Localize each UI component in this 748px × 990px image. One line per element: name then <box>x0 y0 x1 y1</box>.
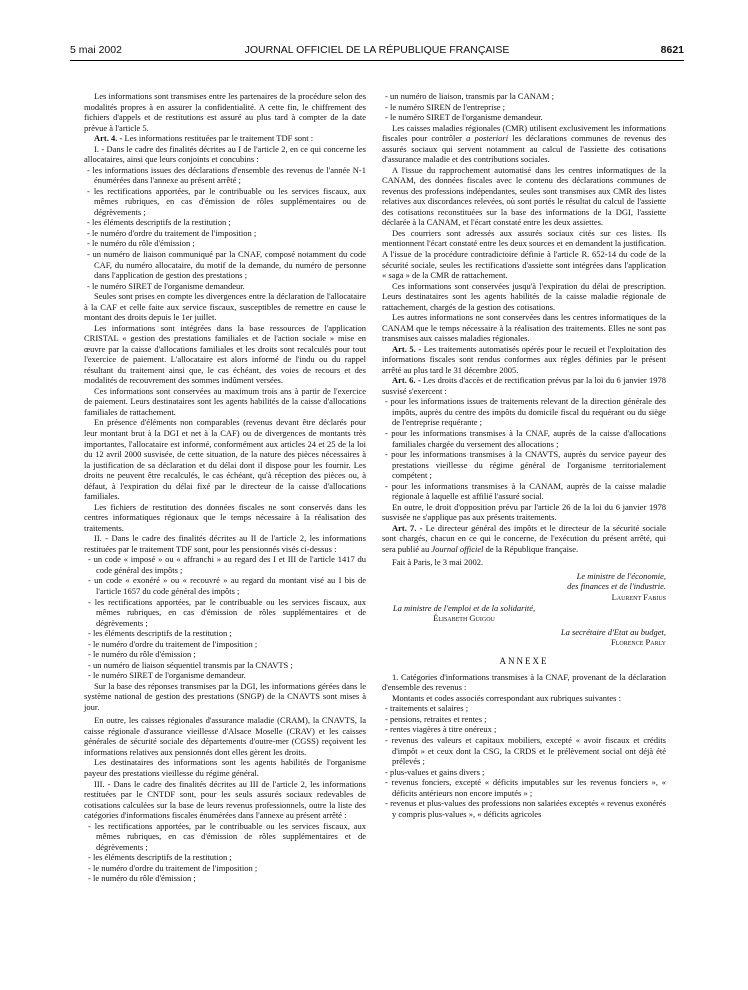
paragraph: Ces informations sont conservées au maximum trois ans à partir de l'exercice de paiement. Leurs destinataires sont les agents habilités de la caisse d'allocations familiales de rattachement. <box>84 385 366 417</box>
paragraph: Les caisses maladies régionales (CMR) utilisent exclusivement les informations fiscales pour contrôler a posteriori les déclarations communes de revenus des assurés sociaux qui servent notamment au calcul de l'assiette des cotisations d'assurance maladie et des contributions sociales. <box>382 122 667 165</box>
header-page-number: 8621 <box>660 44 684 56</box>
list-item: - un numéro de liaison séquentiel transmis par la CNAVTS ; <box>88 659 293 670</box>
header-date: 5 mai 2002 <box>70 44 122 56</box>
paragraph: Les informations sont transmises entre les partenaires de la procédure selon des modalités propres à en assurer la confidentialité. A cette fin, le chiffrement des fichiers d'appels et de restitutions est assuré au plus tard à compter de la date prévue à l'article 5. <box>84 91 366 133</box>
list-item: - pour les informations transmises à la CANAM, auprès de la caisse maladie régionale à laquelle est affilié l'assuré social. <box>385 480 666 502</box>
list-item: - le numéro d'ordre du traitement de l'imposition ; <box>88 862 258 873</box>
article-label: Art. 6. - <box>392 375 421 386</box>
list-item: - un code « exonéré » ou « recouvré » au regard du montant visé au I bis de l'article 1657 du code général des impôts ; <box>88 575 366 596</box>
left-column <box>84 91 366 884</box>
paragraph: Seules sont prises en compte les divergences entre la déclaration de l'allocataire à la CAF et celle faite aux service fiscaux, susceptibles de remettre en cause le montant des droits depuis le 1er juillet. <box>84 291 366 323</box>
list-item: - le numéro d'ordre du traitement de l'imposition ; <box>87 227 257 238</box>
paragraph: Les fichiers de restitution des données fiscales ne sont conservés dans les centres informatiques régionaux que le temps nécessaire à la réalisation des traitements. <box>84 501 366 533</box>
list-item: - le numéro SIRET de l'organisme demandeur. <box>88 670 246 681</box>
paragraph: Des courriers sont adressés aux assurés sociaux cités sur ces listes. Ils mentionnent l'écart constaté entre les deux sources et en demandent la justification. A l'issue de la procédure contradictoire définie à l'article R. 652-14 du code de la sécurité sociale, seules les rectifications d'assiette sont intégrées dans l'application « saga » de la CMR de rattachement. <box>382 227 666 281</box>
page-header <box>70 44 684 60</box>
list-item: - le numéro du rôle d'émission ; <box>87 238 195 249</box>
list-item: - le numéro SIRET de l'organisme demandeur. <box>385 112 543 123</box>
signatory-name: Élisabeth Guigou <box>433 613 495 624</box>
list-item: - le numéro d'ordre du traitement de l'imposition ; <box>88 638 258 649</box>
article-4: Art. 4. - Les informations restituées par le traitement TDF sont : <box>94 133 314 144</box>
list-item: - les rectifications apportées, par le contribuable ou les services fiscaux, aux mêmes rubriques, en cas d'émission de rôles supplémentaires ou de dégrèvements ; <box>87 185 366 217</box>
paragraph: Ces informations sont conservées jusqu'à l'expiration du délai de prescription. Leurs destinataires sont les agents habilités de la caisse maladie régionale de rattachement, chargés de la gestion des cotisations. <box>382 280 666 312</box>
paragraph: En outre, le droit d'opposition prévu par l'article 26 de la loi du 6 janvier 1978 susvisée ne s'applique pas aux présents traitements. <box>382 501 666 523</box>
list-item: - le numéro du rôle d'émission ; <box>88 873 196 884</box>
section-ii-intro: II. - Dans le cadre des finalités décrites au II de l'article 2, les informations restituées par le traitement TDF sont, pour les pensionnés visés ci-dessus : <box>84 533 366 554</box>
paragraph: A l'issue du rapprochement automatisé dans les centres informatiques de la CANAM, des données fiscales avec le contenu des déclarations communes de revenus des professions indépendantes, seules sont transmises aux CMR des listes relatives aux discordances relevées, où sont portés le résultat du calcul de l'assiette des cotisations reconstituées sur la base des informations de la DGI, l'assiette déclarée à la CANAM, et l'écart constaté entre les deux assiettes. <box>382 164 666 228</box>
list-item: - un numéro de liaison communiqué par la CNAF, composé notamment du code CAF, du numéro allocataire, du motif de la demande, du numéro de personne dans l'application de gestion des prestations ; <box>87 248 366 281</box>
place-date: Fait à Paris, le 3 mai 2002. <box>392 557 484 568</box>
section-i-intro: I. - Dans le cadre des finalités décrites au I de l'article 2, en ce qui concerne les allocataires, ainsi que leurs conjoints et concubins : <box>84 143 366 165</box>
signatory-title: La ministre de l'emploi et de la solidarité, <box>392 602 536 613</box>
signatory-title: des finances et de l'industrie. <box>567 581 666 592</box>
signatory-name: Laurent Fabius <box>611 591 666 602</box>
signatory-title: Le ministre de l'économie, <box>576 570 666 581</box>
article-label: Art. 7. - <box>392 522 423 533</box>
paragraph: Montants et codes associés correspondant aux rubriques suivantes : <box>392 692 621 703</box>
paragraph: En outre, les caisses régionales d'assurance maladie (CRAM), la CNAVTS, la caisse régionale d'assurance vieillesse d'Alsace Moselle (CRAV) et les caisses générales de sécurité sociale des départements d'outre-mer (CGSS) reçoivent les informations relatives aux pensionnés dont elles gèrent les droits. <box>84 715 366 757</box>
list-item: - le numéro SIREN de l'entreprise ; <box>385 101 506 112</box>
list-item: - rentes viagères à titre onéreux ; <box>385 724 497 735</box>
article-5: Art. 5. - Les traitements automatisés opérés pour le recueil et l'exploitation des informations fiscales sont rendus conformes aux règles définies par le présent arrêté au plus tard le 31 décembre 2005. <box>382 343 666 375</box>
list-item: - traitements et salaires ; <box>385 703 469 714</box>
paragraph: Les destinataires des informations sont les agents habilités de l'organisme payeur des prestations vieillesse du régime général. <box>84 757 366 778</box>
signatory-title: La secrétaire d'Etat au budget, <box>560 626 666 637</box>
paragraph: 1. Catégories d'informations transmises à la CNAF, provenant de la déclaration d'ensemble des revenus : <box>382 671 666 693</box>
article-label: Art. 4. - <box>94 133 123 144</box>
right-column <box>382 91 666 819</box>
header-rule <box>70 60 684 61</box>
article-label: Art. 5. - <box>392 343 422 354</box>
list-item: - les rectifications apportées, par le contribuable ou les services fiscaux, aux mêmes rubriques, en cas d'émission de rôles supplémentaires et de dégrèvements ; <box>88 596 366 628</box>
article-6: Art. 6. - Les droits d'accès et de rectification prévus par la loi du 6 janvier 1978 susvisé s'exercent : <box>382 375 666 396</box>
list-item: - pensions, retraites et rentes ; <box>385 713 487 724</box>
list-item: - revenus fonciers, excepté « déficits imputables sur les revenus fonciers », « déficits antérieurs non encore imputés » ; <box>385 777 666 798</box>
list-item: - pour les informations issues de traitements relevant de la direction générale des impôts, auprès du centre des impôts du domicile fiscal du requérant ou du siège de l'entreprise requérante ; <box>385 396 666 428</box>
list-item: - les rectifications apportées, par le contribuable ou les services fiscaux, aux mêmes rubriques, en cas d'émission de rôles supplémentaires et de dégrèvements ; <box>88 820 366 852</box>
paragraph: Sur la base des réponses transmises par la DGI, les informations gérées dans le système national de gestion des prestations (SNGP) de la CNAVTS sont mises à jour. <box>84 680 366 712</box>
list-item: - un code « imposé » ou « affranchi » au regard des I et III de l'article 1417 du code général des impôts ; <box>88 554 366 575</box>
annexe-heading: ANNEXE <box>499 655 549 666</box>
list-item: - pour les informations transmises à la CNAF, auprès de la caisse d'allocations familiales chargée du versement des allocations ; <box>385 428 666 449</box>
list-item: - les éléments descriptifs de la restitution ; <box>87 217 231 228</box>
list-item: - un numéro de liaison, transmis par la CANAM ; <box>385 91 555 101</box>
article-7: Art. 7. - Le directeur général des impôts et le directeur de la sécurité sociale sont chargés, chacun en ce qui le concerne, de l'exécution du présent arrêté, qui sera publié au Journal officiel de la République française. <box>382 522 666 554</box>
list-item: - pour les informations transmises à la CNAVTS, auprès du service payeur des prestations vieillesse du régime général de l'organisme territorialement compétent ; <box>385 449 666 481</box>
list-item: - plus-values et gains divers ; <box>385 766 485 777</box>
section-iii-intro: III. - Dans le cadre des finalités décrites au III de l'article 2, les informations restituées par le CNTDF sont, pour les seuls assurés sociaux redevables de cotisations calculées sur la base de leurs revenus professionnels, outre la liste des catégories d'informations fiscales énumérées dans l'annexe au présent arrêté : <box>84 778 366 821</box>
list-item: - les informations issues des déclarations d'ensemble des revenus de l'année N-1 énumérées dans l'annexe au présent arrêté ; <box>87 164 366 186</box>
header-journal-title: JOURNAL OFFICIEL DE LA RÉPUBLIQUE FRANÇAISE <box>244 44 510 56</box>
list-item: - le numéro SIRET de l'organisme demandeur. <box>87 280 245 291</box>
list-item: - le numéro du rôle d'émission ; <box>88 649 196 660</box>
paragraph: En présence d'éléments non comparables (revenus devant être déclarés pour leur montant brut à la DGI et net à la CAF) ou de divergences de montants très importantes, l'allocataire est informé, conformément aux articles 24 et 25 de la loi du 12 avril 2000 susvisée, de cette situation, de la nature des pièces nécessaires à la justification de sa déclaration et du délai dont il dispose pour les fournir. Les droits ne peuvent être recalculés, le cas échéant, qu'à réception des pièces ou, à défaut, à l'expiration du délai fixé par le directeur de la caisse d'allocations familiales. <box>84 417 366 502</box>
list-item: - revenus des valeurs et capitaux mobiliers, excepté « avoir fiscaux et crédits d'impôt » et ceux dont la CSG, la CRDS et le prélèvement social ont déjà été prélevés ; <box>385 734 666 767</box>
list-item: - les éléments descriptifs de la restitution ; <box>88 628 232 639</box>
paragraph: Les autres informations ne sont conservées dans les centres informatiques de la CANAM que le temps nécessaire à la réalisation des traitements. Elles ne sont pas transmises aux caisses maladies régionales. <box>382 312 666 344</box>
list-item: - les éléments descriptifs de la restitution ; <box>88 852 232 863</box>
paragraph: Les informations sont intégrées dans la base ressources de l'application CRISTAL « gestion des prestations familiales et de l'action sociale » mise en œuvre par la caisse d'allocations familiales et les droits sont recalculés pour tout l'exercice de paiement. L'allocataire est alors informé de l'indu ou du rappel résultant du traitement ainsi que, le cas échéant, des voies de recours et des modalités de recouvrement des sommes indûment versées. <box>84 322 366 386</box>
list-item: - revenus et plus-values des professions non salariées exceptés « revenus exonérés y compris plus-values », « déficits agricoles <box>385 798 666 819</box>
signatory-name: Florence Parly <box>611 637 666 648</box>
